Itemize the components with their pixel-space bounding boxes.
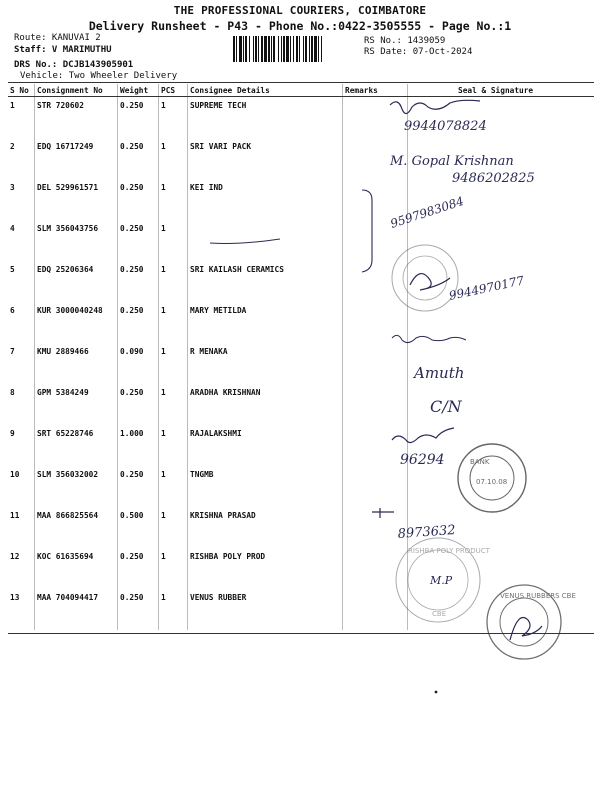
cell-consignee: KEI IND [188, 179, 343, 220]
cell-sno: 4 [8, 220, 35, 261]
cell-pcs: 1 [159, 466, 188, 507]
cell-sno: 5 [8, 261, 35, 302]
stamp-row12-top: RISHBA POLY PRODUCT [408, 547, 490, 555]
barcode-bar [245, 36, 247, 62]
barcode-bar [314, 36, 317, 62]
cell-sno: 6 [8, 302, 35, 343]
cell-consignment: KMU 2889466 [35, 343, 118, 384]
company-title: THE PROFESSIONAL COURIERS, COIMBATORE [173, 4, 427, 17]
drs-label: DRS No.: DCJB143905901 [14, 60, 134, 70]
cell-seal-signature [408, 507, 595, 548]
cell-consignee: KRISHNA PRASAD [188, 507, 343, 548]
barcode-bar [264, 36, 267, 62]
route-label: Route: KANUVAI 2 [14, 33, 101, 43]
table-row [8, 466, 594, 507]
cell-sno: 2 [8, 138, 35, 179]
table-header-row [8, 84, 594, 97]
cell-pcs: 1 [159, 261, 188, 302]
barcode-bar [249, 36, 250, 62]
cell-remarks [343, 466, 408, 507]
stamp-row12-bottom: CBE [432, 610, 447, 618]
stamp-row9-text: BANK [470, 458, 490, 466]
runsheet-table [8, 84, 594, 630]
barcode-bar [281, 36, 282, 62]
table-row [8, 302, 594, 343]
cell-weight: 0.250 [118, 302, 159, 343]
cell-weight: 0.500 [118, 507, 159, 548]
table-row [8, 589, 594, 630]
barcode-bar [293, 36, 294, 62]
rs-date: RS Date: 07-Oct-2024 [364, 47, 473, 57]
cell-consignment: SLM 356043756 [35, 220, 118, 261]
table-row [8, 220, 594, 261]
cell-weight: 0.250 [118, 97, 159, 139]
barcode-bar [321, 36, 322, 62]
cell-remarks [343, 548, 408, 589]
staff-label: Staff: V MARIMUTHU [14, 45, 112, 55]
col-remarks: Remarks [343, 84, 408, 97]
cell-consignee: R MENAKA [188, 343, 343, 384]
cell-seal-signature [408, 97, 595, 139]
barcode-bar [253, 36, 254, 62]
table-row [8, 548, 594, 589]
cell-weight: 1.000 [118, 425, 159, 466]
barcode-bar [233, 36, 235, 62]
initials-row12: M.P [430, 574, 453, 587]
cell-consignment: MAA 704094417 [35, 589, 118, 630]
barcode-bar [296, 36, 298, 62]
cell-seal-signature [408, 548, 595, 589]
vehicle-label: Vehicle: Two Wheeler Delivery [20, 71, 178, 81]
cell-pcs: 1 [159, 138, 188, 179]
cell-sno: 7 [8, 343, 35, 384]
rs-number: RS No.: 1439059 [364, 36, 446, 46]
cell-seal-signature [408, 589, 595, 630]
cell-remarks [343, 589, 408, 630]
cell-consignment: DEL 529961571 [35, 179, 118, 220]
barcode-bar [283, 36, 285, 62]
cell-pcs: 1 [159, 425, 188, 466]
cell-weight: 0.250 [118, 138, 159, 179]
cell-sno: 9 [8, 425, 35, 466]
barcode-bar [309, 36, 310, 62]
cell-consignment: SRT 65228746 [35, 425, 118, 466]
cell-consignment: EDQ 16717249 [35, 138, 118, 179]
cell-sno: 10 [8, 466, 35, 507]
stamp-row9-date: 07.10.08 [476, 478, 508, 486]
stray-dot [435, 691, 438, 694]
cell-seal-signature [408, 343, 595, 384]
phone-row3: 9597983084 [388, 193, 466, 231]
cell-seal-signature [408, 261, 595, 302]
cell-seal-signature [408, 179, 595, 220]
phone-row5: 9944970177 [447, 273, 526, 303]
cell-weight: 0.250 [118, 261, 159, 302]
cell-consignment: STR 720602 [35, 97, 118, 139]
cell-consignee: RISHBA POLY PROD [188, 548, 343, 589]
barcode-bar [271, 36, 272, 62]
cell-sno: 12 [8, 548, 35, 589]
signature-row7: Amuth [414, 364, 465, 382]
signature-row2: M. Gopal Krishnan [390, 154, 514, 169]
barcode-bar [239, 36, 242, 62]
cell-sno: 3 [8, 179, 35, 220]
cell-consignee: VENUS RUBBER [188, 589, 343, 630]
cell-consignee: MARY METILDA [188, 302, 343, 343]
note-row8: C/N [430, 397, 462, 416]
cell-consignment: KOC 61635694 [35, 548, 118, 589]
cell-remarks [343, 179, 408, 220]
col-weight: Weight [118, 84, 159, 97]
cell-seal-signature [408, 384, 595, 425]
cell-pcs: 1 [159, 220, 188, 261]
barcode-bar [311, 36, 313, 62]
col-consignee: Consignee Details [188, 84, 343, 97]
cell-pcs: 1 [159, 343, 188, 384]
table-row [8, 507, 594, 548]
table-row [8, 138, 594, 179]
cell-pcs: 1 [159, 589, 188, 630]
cell-seal-signature [408, 138, 595, 179]
col-consignment: Consignment No [35, 84, 118, 97]
barcode-bar [290, 36, 291, 62]
cell-consignee [188, 220, 343, 261]
table-row [8, 97, 594, 139]
barcode-bar [236, 36, 237, 62]
cell-weight: 0.250 [118, 466, 159, 507]
barcode-bar [318, 36, 319, 62]
cell-remarks [343, 507, 408, 548]
barcode-bar [299, 36, 300, 62]
cell-pcs: 1 [159, 384, 188, 425]
cell-consignee: SUPREME TECH [188, 97, 343, 139]
cell-seal-signature [408, 302, 595, 343]
cell-pcs: 1 [159, 507, 188, 548]
cell-pcs: 1 [159, 97, 188, 139]
cell-remarks [343, 302, 408, 343]
phone-row9: 96294 [400, 452, 445, 468]
barcode-bar [278, 36, 279, 62]
cell-weight: 0.250 [118, 548, 159, 589]
cell-consignment: KUR 3000040248 [35, 302, 118, 343]
table-bottom-rule [8, 633, 594, 634]
cell-seal-signature [408, 220, 595, 261]
col-seal-signature: Seal & Signature [408, 84, 595, 97]
phone-row1: 9944078824 [404, 119, 487, 134]
cell-consignee: RAJALAKSHMI [188, 425, 343, 466]
cell-sno: 11 [8, 507, 35, 548]
table-row [8, 343, 594, 384]
cell-remarks [343, 97, 408, 139]
cell-sno: 1 [8, 97, 35, 139]
barcode-bar [261, 36, 263, 62]
cell-pcs: 1 [159, 179, 188, 220]
cell-sno: 13 [8, 589, 35, 630]
cell-weight: 0.250 [118, 179, 159, 220]
cell-pcs: 1 [159, 548, 188, 589]
cell-weight: 0.090 [118, 343, 159, 384]
cell-remarks [343, 343, 408, 384]
barcode-bar [305, 36, 307, 62]
phone-row2: 9486202825 [452, 171, 535, 186]
cell-weight: 0.250 [118, 384, 159, 425]
cell-consignee: TNGMB [188, 466, 343, 507]
cell-pcs: 1 [159, 302, 188, 343]
barcode-bar [243, 36, 244, 62]
table-row [8, 425, 594, 466]
cell-remarks [343, 138, 408, 179]
table-row [8, 384, 594, 425]
cell-remarks [343, 220, 408, 261]
stamp-row13-text: VENUS RUBBERS CBE [500, 592, 576, 600]
cell-remarks [343, 261, 408, 302]
cell-weight: 0.250 [118, 589, 159, 630]
phone-row11: 8973632 [397, 522, 457, 542]
cell-seal-signature [408, 466, 595, 507]
col-pcs: PCS [159, 84, 188, 97]
cell-consignee: SRI KAILASH CERAMICS [188, 261, 343, 302]
cell-consignment: SLM 356032002 [35, 466, 118, 507]
runsheet-title: Delivery Runsheet - P43 - Phone No.:0422-3505555 - Page No.:1 [88, 19, 512, 33]
cell-consignee: SRI VARI PACK [188, 138, 343, 179]
cell-consignment: GPM 5384249 [35, 384, 118, 425]
table-row [8, 179, 594, 220]
cell-remarks [343, 425, 408, 466]
header-divider [8, 82, 594, 83]
table-row [8, 261, 594, 302]
barcode-bar [255, 36, 257, 62]
col-sno: S No [8, 84, 35, 97]
cell-weight: 0.250 [118, 220, 159, 261]
barcode-bar [258, 36, 259, 62]
barcode-bar [268, 36, 270, 62]
barcode-bar [273, 36, 275, 62]
cell-remarks [343, 384, 408, 425]
cell-consignment: EDQ 25206364 [35, 261, 118, 302]
barcode-bar [303, 36, 304, 62]
cell-consignment: MAA 866825564 [35, 507, 118, 548]
cell-sno: 8 [8, 384, 35, 425]
cell-seal-signature [408, 425, 595, 466]
barcode-image [233, 36, 353, 62]
barcode-bar [286, 36, 289, 62]
cell-consignee: ARADHA KRISHNAN [188, 384, 343, 425]
